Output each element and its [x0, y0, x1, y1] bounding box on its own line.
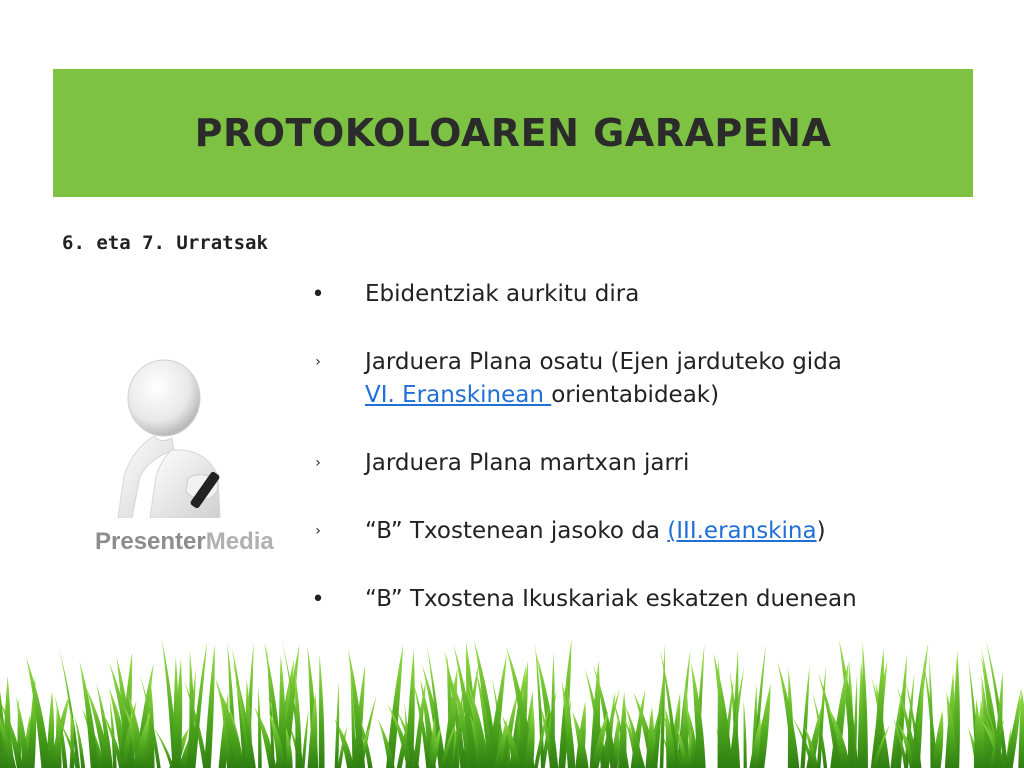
bullet-text: Jarduera Plana martxan jarri [365, 450, 690, 476]
bullet-list [308, 278, 998, 616]
bullet-mark: • [311, 587, 325, 612]
list-item [308, 346, 998, 412]
bullet-text: Ebidentziak aurkitu dira [365, 281, 640, 307]
bullet-text: “B” Txostena Ikuskariak eskatzen duenean [365, 586, 857, 612]
grass-decoration [0, 638, 1024, 768]
bullet-mark: › [315, 354, 321, 370]
link-iii-eranskina[interactable]: (III.eranskina [667, 518, 817, 544]
grass-blade [974, 698, 981, 768]
logo-part-2: Media [205, 528, 274, 555]
bullet-mark: • [311, 282, 325, 307]
logo-part-1: Presenter [95, 528, 206, 555]
grass-blade [863, 642, 868, 768]
list-item [308, 583, 998, 616]
grass-blade [335, 682, 339, 768]
slide-subtitle: 6. eta 7. Urratsak [62, 232, 268, 254]
grass-blade [744, 699, 747, 768]
grass-blade [788, 668, 794, 768]
grass-blade [204, 644, 215, 768]
bullet-text-suffix: orientabideak) [551, 382, 720, 408]
link-vi-eranskinean[interactable]: VI. Eranskinean [365, 382, 552, 408]
grass-blade [550, 652, 555, 768]
bullet-text-suffix: ) [816, 518, 826, 544]
grass-blade [301, 710, 308, 768]
bullet-mark: › [315, 523, 321, 539]
grass-blade [413, 680, 426, 768]
grass-blade [319, 654, 325, 768]
title-band [53, 69, 973, 197]
slide-title: PROTOKOLOAREN GARAPENA [194, 111, 832, 155]
grass-blade [295, 672, 302, 768]
bullet-mark: › [315, 455, 321, 471]
person-writing-icon [110, 358, 260, 518]
bullet-text: Jarduera Plana osatu (Ejen jarduteko gida [365, 349, 842, 375]
bullet-text: “B” Txostenean jasoko da [365, 518, 668, 544]
list-item [308, 447, 998, 480]
presentermedia-logo [95, 528, 274, 556]
list-item [308, 515, 998, 548]
list-item [308, 278, 998, 311]
